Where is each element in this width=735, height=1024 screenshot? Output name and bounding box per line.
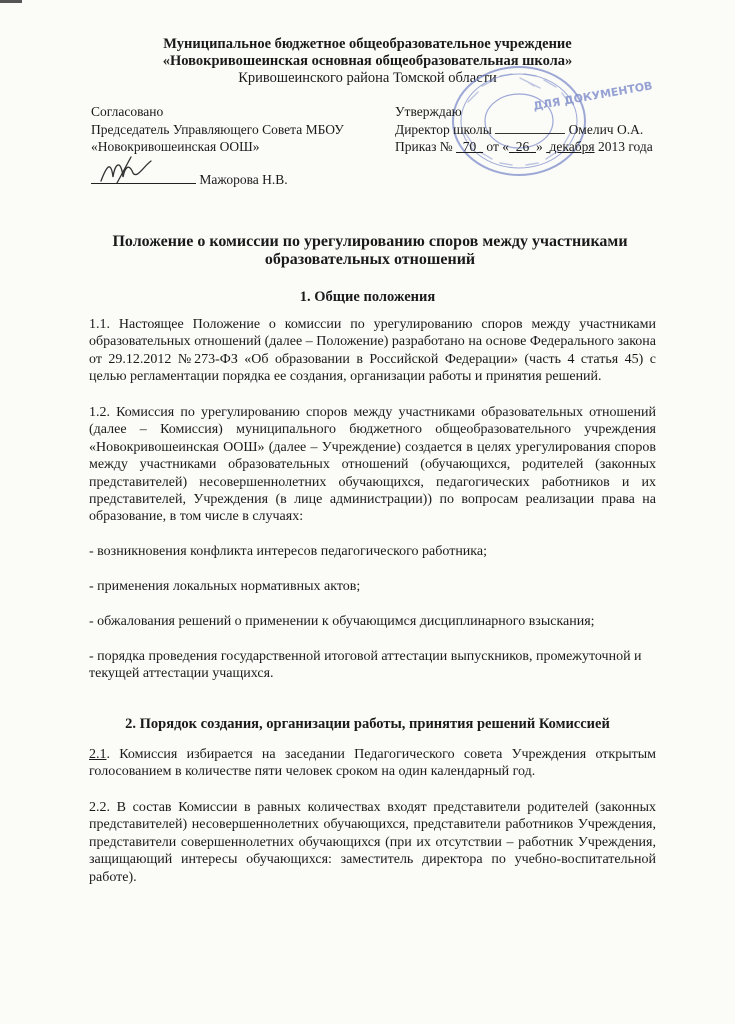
paragraph-2-2: 2.2. В состав Комиссии в равных количествах входят представители родителей (законных представителей) несовершеннолетних обучающихся, представители работников Учреждения, представители совершеннолетних обучающихся (при их отсутствии – работник Учреждения, защищающий интересы обучающихся: заместитель директора по учебно-воспитательной работе). bbox=[89, 800, 656, 885]
paragraph-2-1 bbox=[89, 746, 656, 781]
title-line-2: образовательных отношений bbox=[264, 251, 476, 268]
director-label: Директор школы bbox=[395, 121, 492, 137]
approval-left-block bbox=[91, 103, 344, 188]
header-line-3: Кривошеинского района Томской области bbox=[238, 70, 497, 86]
approval-left-line-3: «Новокривошеинская ООШ» bbox=[91, 139, 260, 154]
approval-left-signature-row bbox=[91, 171, 344, 189]
institution-header bbox=[0, 36, 735, 87]
section-2-heading: 2. Порядок создания, организации работы, принятия решений Комиссией bbox=[125, 716, 610, 732]
director-row bbox=[395, 121, 653, 139]
list-item: - применения локальных нормативных актов; bbox=[89, 579, 361, 594]
approval-left-signer: Мажорова Н.В. bbox=[199, 171, 288, 187]
order-day: 26 bbox=[515, 139, 530, 154]
signature-line bbox=[91, 171, 196, 184]
header-line-1: Муниципальное бюджетное общеобразовательное учреждение bbox=[163, 36, 572, 52]
section-1-heading: 1. Общие положения bbox=[299, 289, 436, 305]
handwritten-signature-icon bbox=[97, 157, 157, 187]
approval-left-line-1: Согласовано bbox=[91, 104, 164, 119]
order-month: декабря bbox=[549, 139, 595, 154]
document-title bbox=[70, 233, 670, 269]
list-item: - обжалования решений о применении к обучающимся дисциплинарного взыскания; bbox=[89, 614, 595, 629]
header-line-2: «Новокривошеинская основная общеобразовательная школа» bbox=[162, 53, 573, 69]
approval-left-line-2: Председатель Управляющего Совета МБОУ bbox=[91, 121, 344, 137]
paragraph-1-1: 1.1. Настоящее Положение о комиссии по урегулированию споров между участниками образовательных отношений (далее – Положение) разработано на основе Федерального закона от 29.12.2012 №273-ФЗ «Об образовании в Российской Федерации» (часть 4 статья 45) с целью регламентации порядка ее создания, организации работы и принятия решений. bbox=[89, 317, 656, 385]
order-number: 70 bbox=[462, 139, 477, 154]
director-name: Омелич О.А. bbox=[568, 121, 644, 137]
director-signature-line bbox=[495, 122, 565, 134]
paragraph-2-1-number: 2.1 bbox=[89, 747, 107, 762]
order-prefix: Приказ № bbox=[395, 139, 453, 154]
order-row bbox=[395, 138, 653, 156]
title-line-1: Положение о комиссии по урегулированию споров между участниками bbox=[112, 233, 628, 250]
approval-right-line-1: Утверждаю bbox=[395, 104, 462, 119]
paragraph-2-1-text: . Комиссия избирается на заседании Педагогического совета Учреждения открытым голосованием в количестве пяти человек сроком на один календарный год. bbox=[89, 747, 656, 780]
order-mid: » bbox=[536, 139, 543, 154]
order-from: от « bbox=[486, 139, 510, 154]
list-item: - порядка проведения государственной итоговой аттестации выпускников, промежуточной и текущей аттестации учащихся. bbox=[89, 649, 642, 682]
list-item: - возникновения конфликта интересов педагогического работника; bbox=[89, 544, 487, 559]
approval-right-block bbox=[395, 103, 653, 156]
order-year: 2013 года bbox=[597, 139, 653, 154]
seal-center-text: ДЛЯ ДОКУМЕНТОВ bbox=[532, 79, 654, 113]
paragraph-1-2: 1.2. Комиссия по урегулированию споров между участниками образовательных отношений (далее – Комиссия) муниципального бюджетного общеобразовательного учреждения «Новокривошеинская ООШ» (далее – Учреждение) создается в целях урегулирования споров между участниками образовательных отношений (обучающихся, родителей (законных представителей) несовершеннолетних обучающихся, педагогических работников и их представителей, Учреждения (в лице администрации)) по вопросам реализации права на образование, в том числе в случаях: bbox=[89, 405, 656, 525]
scan-edge-mark bbox=[0, 0, 22, 3]
